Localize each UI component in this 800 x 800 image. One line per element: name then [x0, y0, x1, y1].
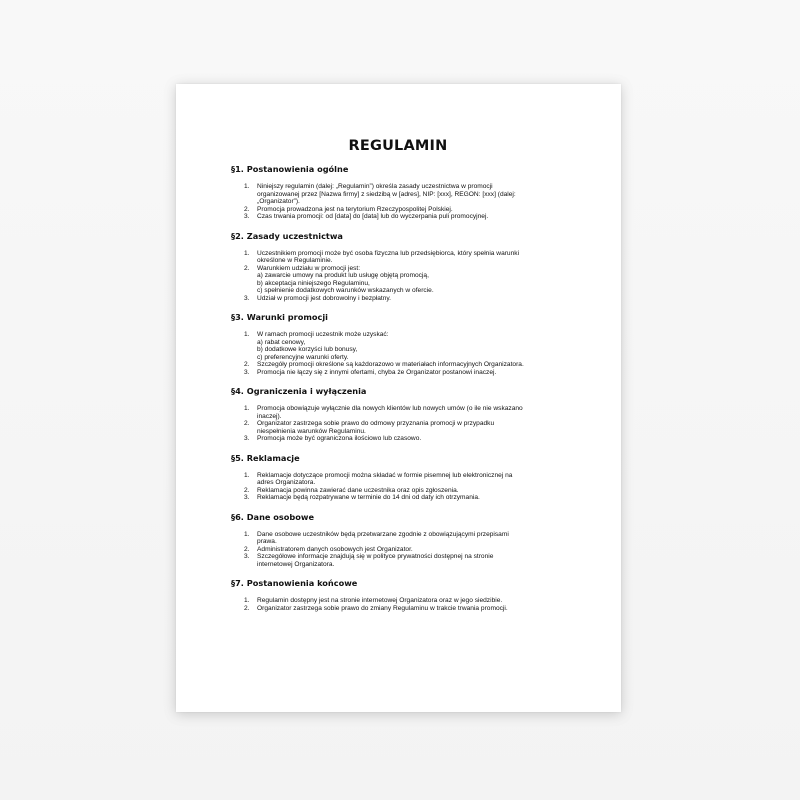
section-heading: §3. Warunki promocji — [231, 312, 328, 322]
list-item-number: 3. — [244, 368, 250, 376]
list-item — [244, 405, 585, 420]
list-item-number: 1. — [244, 249, 250, 257]
document-title: REGULAMIN — [348, 138, 448, 154]
list-item-text: Promocja prowadzona jest na terytorium Rzeczypospolitej Polskiej. — [257, 205, 453, 213]
section-3 — [231, 312, 585, 376]
list-item-text: Reklamacje dotyczące promocji można składać w formie pisemnej lub elektronicznej na adres Organizatora. — [257, 471, 513, 486]
list-item-number: 2. — [244, 545, 250, 553]
list-item-number: 3. — [244, 435, 250, 442]
list-item-text: Reklamacja powinna zawierać dane uczestnika oraz opis zgłoszenia. — [257, 486, 459, 494]
list-item-number: 3. — [244, 553, 250, 560]
section-list — [231, 405, 585, 443]
list-item-text: Czas trwania promocji: od [data] do [data] lub do wyczerpania puli promocyjnej. — [257, 213, 489, 220]
section-list — [231, 531, 585, 569]
list-item — [244, 546, 585, 554]
document-page — [176, 84, 621, 712]
list-item-number: 1. — [244, 405, 250, 412]
document-body — [231, 164, 585, 612]
list-item-number: 3. — [244, 494, 250, 501]
section-2 — [231, 231, 585, 303]
list-item-number: 1. — [244, 331, 250, 338]
section-list — [231, 250, 585, 303]
list-item — [244, 295, 585, 303]
section-list — [231, 183, 585, 221]
list-item-number: 3. — [244, 294, 250, 302]
section-7 — [231, 578, 585, 612]
list-item — [244, 183, 585, 206]
list-item-number: 1. — [244, 183, 250, 190]
list-item — [244, 435, 585, 443]
section-heading: §2. Zasady uczestnictwa — [231, 230, 343, 241]
list-item-text: Organizator zastrzega sobie prawo do odmowy przyznania promocji w przypadku niespełnienia warunków Regulaminu. — [257, 420, 495, 435]
section-6 — [231, 512, 585, 569]
list-item-text: Warunkiem udziału w promocji jest: a) zawarcie umowy na produkt lub usługę objętą promocją, b) akceptacja niniejszego Regulaminu, c) spełnienie dodatkowych warunków wskazanych w ofercie. — [257, 264, 434, 294]
list-item-text: Promocja obowiązuje wyłącznie dla nowych klientów lub nowych umów (o ile nie wskazano inaczej). — [257, 405, 523, 420]
list-item — [244, 487, 585, 495]
list-item — [244, 361, 585, 369]
section-1 — [231, 164, 585, 221]
section-5 — [231, 453, 585, 502]
list-item-text: Promocja może być ograniczona ilościowo lub czasowo. — [257, 435, 422, 442]
section-list — [231, 331, 585, 376]
section-heading: §1. Postanowienia ogólne — [231, 164, 349, 174]
list-item-text: Promocja nie łączy się z innymi ofertami, chyba że Organizator postanowi inaczej. — [257, 368, 497, 376]
list-item-number: 1. — [244, 530, 250, 538]
list-item-text: Uczestnikiem promocji może być osoba fizyczna lub przedsiębiorca, który spełnia warunki określone w Regulaminie. — [257, 249, 520, 264]
list-item-text: Organizator zastrzega sobie prawo do zmiany Regulaminu w trakcie trwania promocji. — [257, 604, 508, 612]
list-item — [244, 472, 585, 487]
list-item — [244, 213, 585, 221]
section-heading: §5. Reklamacje — [231, 452, 300, 463]
list-item-text: Reklamacje będą rozpatrywane w terminie do 14 dni od daty ich otrzymania. — [257, 494, 480, 501]
list-item — [244, 494, 585, 502]
list-item-number: 2. — [244, 420, 250, 427]
section-list — [231, 472, 585, 502]
section-heading: §7. Postanowienia końcowe — [231, 578, 358, 588]
list-item — [244, 250, 585, 265]
list-item — [244, 531, 585, 546]
list-item-text: W ramach promocji uczestnik może uzyskać: a) rabat cenowy, b) dodatkowe korzyści lub bonusy, c) preferencyjne warunki oferty. — [257, 331, 389, 361]
list-item — [244, 553, 585, 568]
list-item-text: Udział w promocji jest dobrowolny i bezpłatny. — [257, 294, 392, 302]
list-item-number: 2. — [244, 264, 250, 272]
list-item-text: Niniejszy regulamin (dalej: „Regulamin”) określa zasady uczestnictwa w promocji organizowanej przez [Nazwa firmy] z siedzibą w [adres], NIP: [xxx], REGON: [xxx] (dalej: „Organizator”). — [257, 183, 516, 205]
list-item-number: 3. — [244, 213, 250, 220]
list-item-number: 2. — [244, 486, 250, 494]
list-item-number: 1. — [244, 471, 250, 479]
section-4 — [231, 386, 585, 443]
list-item — [244, 369, 585, 377]
list-item-text: Dane osobowe uczestników będą przetwarzane zgodnie z obowiązującymi przepisami prawa. — [257, 530, 509, 545]
list-item-text: Administratorem danych osobowych jest Organizator. — [257, 545, 413, 553]
list-item-text: Szczegółowe informacje znajdują się w polityce prywatności dostępnej na stronie internetowej Organizatora. — [257, 553, 494, 568]
section-heading: §4. Ograniczenia i wyłączenia — [231, 386, 367, 396]
list-item — [244, 265, 585, 295]
list-item — [244, 206, 585, 214]
list-item-number: 2. — [244, 361, 250, 368]
list-item-text: Regulamin dostępny jest na stronie internetowej Organizatora oraz w jego siedzibie. — [257, 597, 503, 604]
list-item — [244, 605, 585, 613]
list-item-number: 1. — [244, 597, 250, 604]
list-item — [244, 597, 585, 605]
list-item-number: 2. — [244, 604, 250, 612]
list-item — [244, 331, 585, 361]
list-item-number: 2. — [244, 205, 250, 213]
section-heading: §6. Dane osobowe — [231, 511, 315, 522]
list-item-text: Szczegóły promocji określone są każdorazowo w materiałach informacyjnych Organizatora. — [257, 361, 524, 368]
list-item — [244, 420, 585, 435]
section-list — [231, 597, 585, 612]
